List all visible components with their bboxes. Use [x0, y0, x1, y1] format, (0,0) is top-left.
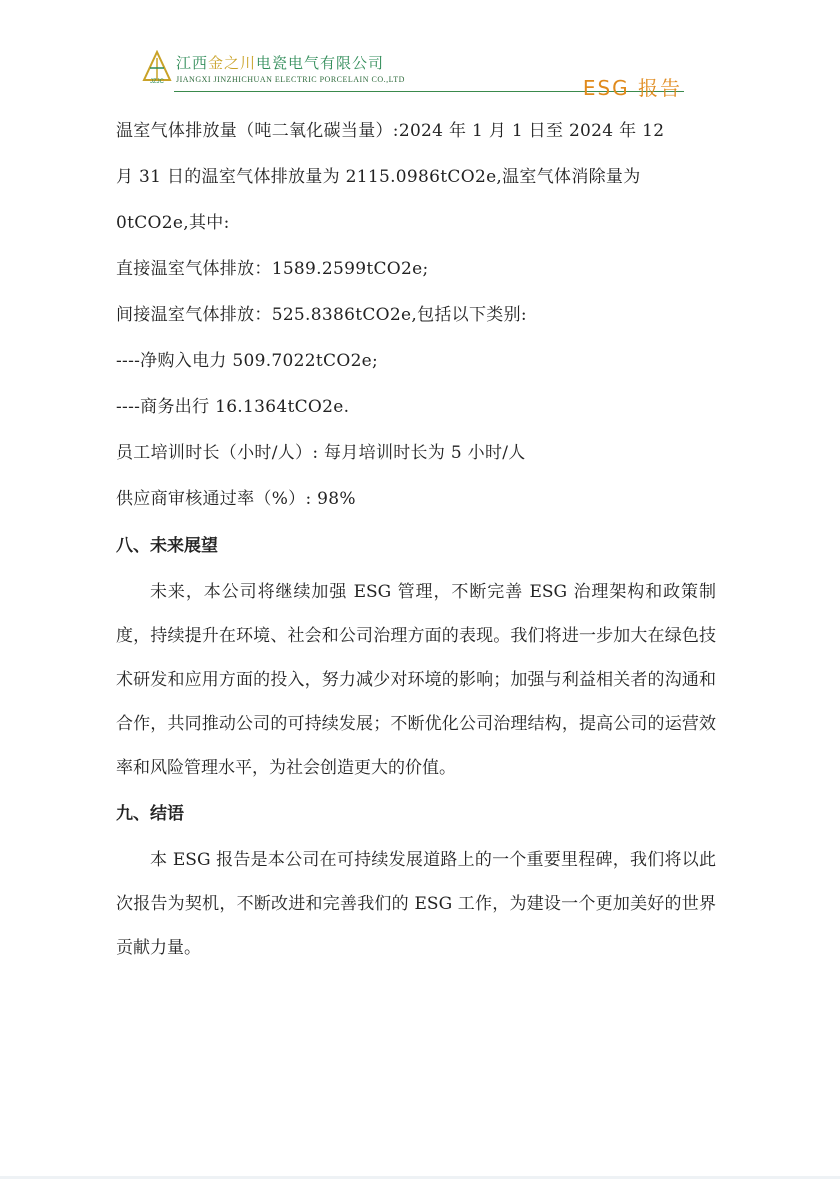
outlook-heading: 八、未来展望	[116, 536, 218, 556]
company-name-cn	[176, 52, 384, 73]
training-hours: 员工培训时长（小时/人）: 每月培训时长为 5 小时/人	[116, 443, 526, 463]
ghg-line-3: 0tCO2e,其中:	[116, 213, 230, 233]
company-name-prefix: 江西	[176, 54, 209, 72]
logo-text: JZJC	[150, 79, 164, 84]
supplier-audit-rate: 供应商审核通过率（%）: 98%	[116, 489, 356, 509]
report-tag: ESG 报告	[582, 76, 682, 100]
conclusion-heading: 九、结语	[116, 804, 184, 824]
company-logo-icon	[140, 50, 174, 84]
page-header	[140, 44, 700, 98]
outlook-paragraph: 未来，本公司将继续加强 ESG 管理，不断完善 ESG 治理架构和政策制度，持续提升在环境、社会和公司治理方面的表现。我们将进一步加大在绿色技术研发和应用方面的投入，努力减少对环境的影响；加强与利益相关者的沟通和合作，共同推动公司的可持续发展；不断优化公司治理结构，提高公司的运营效率和风险管理水平，为社会创造更大的价值。	[116, 582, 716, 778]
footer-band	[0, 1176, 840, 1179]
ghg-line-1: 温室气体排放量（吨二氧化碳当量）:2024 年 1 月 1 日至 2024 年 12	[116, 121, 665, 141]
ghg-line-2: 月 31 日的温室气体排放量为 2115.0986tCO2e,温室气体消除量为	[116, 167, 641, 187]
company-name-brand: 金之川	[208, 54, 257, 72]
direct-emissions: 直接温室气体排放：1589.2599tCO2e;	[116, 259, 429, 279]
electricity-emissions: ----净购入电力 509.7022tCO2e;	[116, 351, 379, 371]
travel-emissions: ----商务出行 16.1364tCO2e.	[116, 397, 350, 417]
company-name-en: JIANGXI JINZHICHUAN ELECTRIC PORCELAIN CO.,LTD	[176, 75, 405, 84]
page-body	[116, 108, 716, 970]
company-name-suffix: 电瓷电气有限公司	[256, 54, 385, 72]
conclusion-paragraph: 本 ESG 报告是本公司在可持续发展道路上的一个重要里程碑，我们将以此次报告为契机，不断改进和完善我们的 ESG 工作，为建设一个更加美好的世界贡献力量。	[116, 850, 716, 958]
indirect-emissions: 间接温室气体排放：525.8386tCO2e,包括以下类别:	[116, 305, 527, 325]
